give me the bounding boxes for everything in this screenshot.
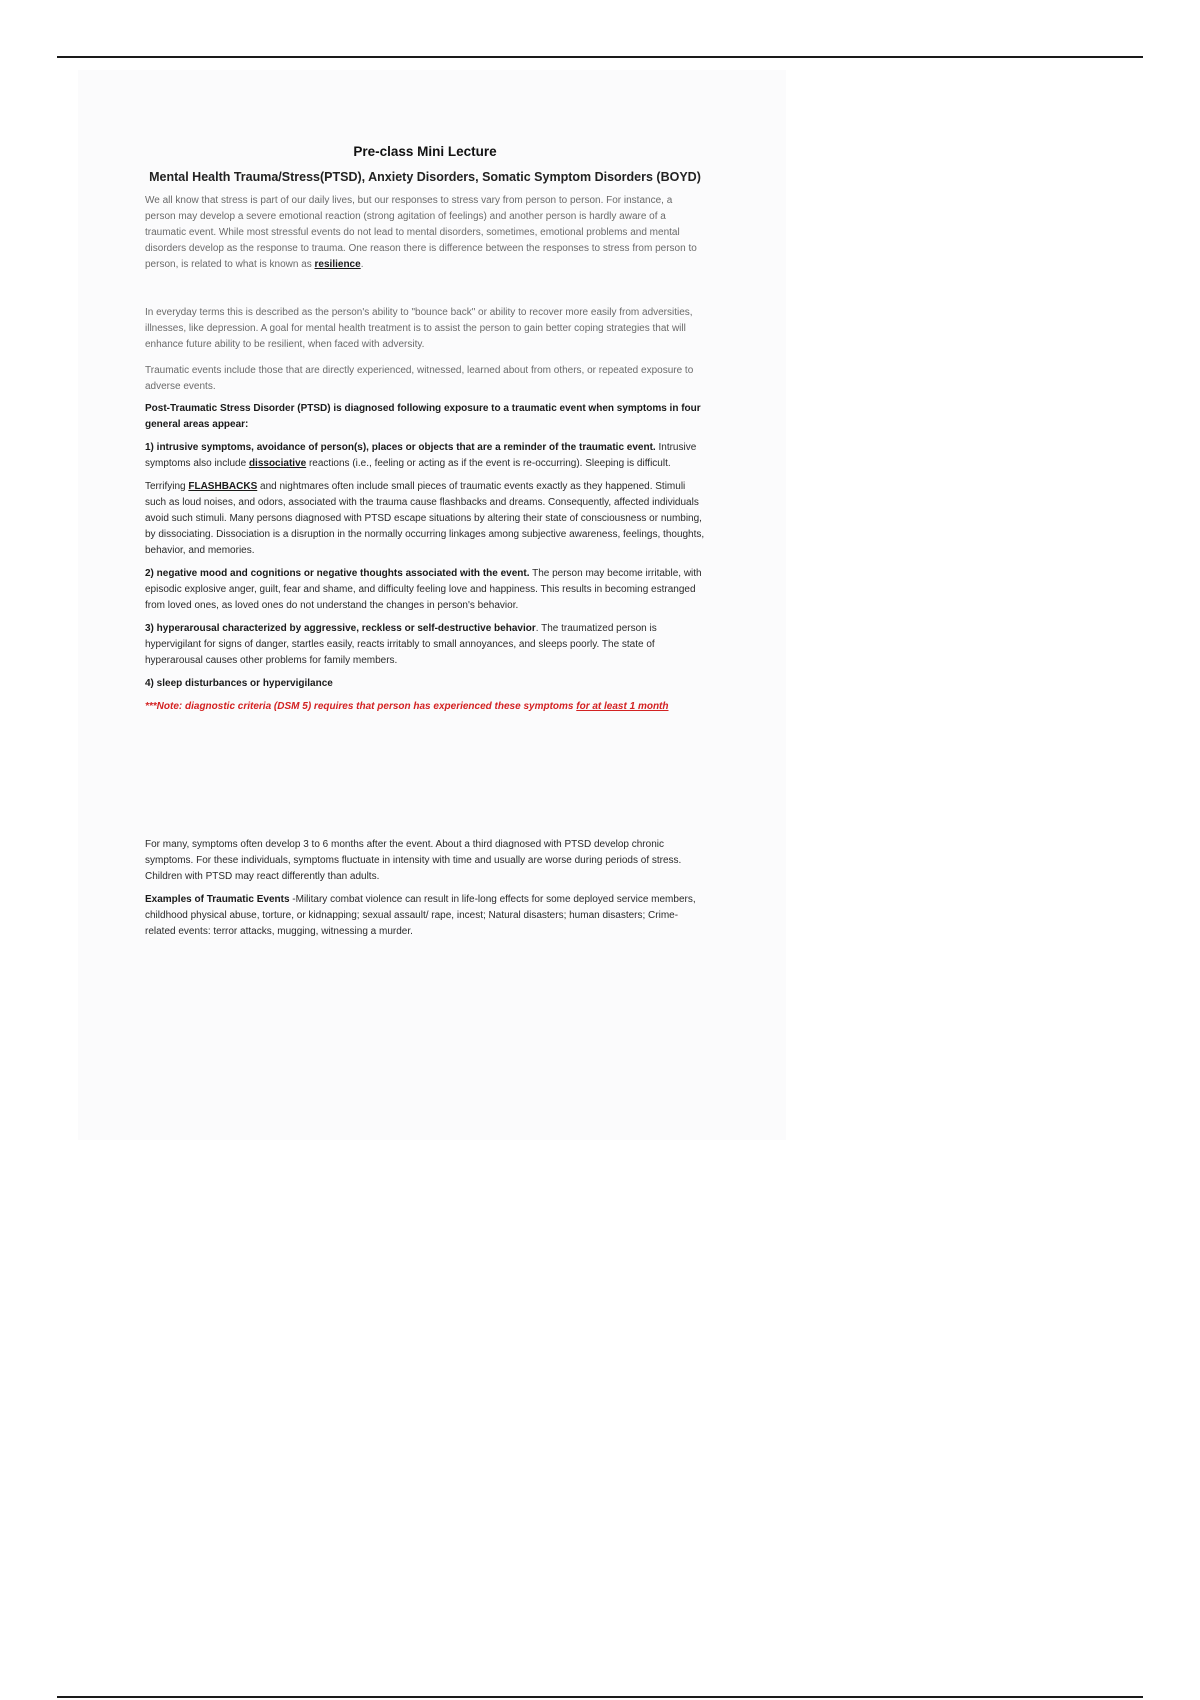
flashbacks-term: FLASHBACKS	[188, 481, 258, 492]
resilience-term: resilience	[314, 259, 361, 270]
symptom-1-text-a: Intrusive symptoms also include	[145, 442, 697, 469]
symptom-1	[145, 440, 705, 472]
symptom-3-heading: 3) hyperarousal characterized by aggressive, reckless or self-destructive behavior	[145, 623, 536, 634]
top-rule	[57, 56, 1143, 58]
document-title: Pre-class Mini Lecture	[353, 144, 497, 159]
paragraph-traumatic-events: Traumatic events include those that are directly experienced, witnessed, learned about from others, or repeated exposure to adverse events.	[145, 365, 694, 392]
dsm5-note-text: ***Note: diagnostic criteria (DSM 5) requires that person has experienced these symptoms	[145, 701, 577, 712]
bottom-rule	[57, 1696, 1143, 1698]
symptom-3	[145, 621, 705, 669]
symptom-3-text: . The traumatized person is hypervigilant for signs of danger, startles easily, reacts irritably to small annoyances, and sleeps poorly. The state of hyperarousal causes other problems for family members.	[145, 623, 657, 666]
dsm5-note-duration: for at least 1 month	[576, 701, 669, 712]
flashbacks-text-a: Terrifying	[145, 481, 189, 492]
paragraph-resilience-definition: In everyday terms this is described as the person's ability to "bounce back" or ability to recover more easily from adversities, illnesses, like depression. A goal for mental health treatment is to assist the person to gain better coping strategies that will enhance future ability to be resilient, when faced with adversity.	[145, 307, 693, 350]
paragraph-stress-end: .	[360, 259, 364, 270]
lecture-content	[145, 144, 705, 940]
flashbacks-paragraph	[145, 479, 705, 559]
document-subtitle: Mental Health Trauma/Stress(PTSD), Anxiety Disorders, Somatic Symptom Disorders (BOYD)	[149, 170, 701, 184]
examples-heading: Examples of Traumatic Events	[145, 894, 290, 905]
symptom-4: 4) sleep disturbances or hypervigilance	[145, 678, 333, 689]
symptom-2-heading: 2) negative mood and cognitions or negative thoughts associated with the event.	[145, 568, 530, 579]
examples-paragraph	[145, 892, 705, 940]
symptom-2-text: The person may become irritable, with episodic explosive anger, guilt, fear and shame, and difficulty feeling love and happiness. This results in becoming estranged from loved ones, as loved ones do not understand the changes in person's behavior.	[145, 568, 702, 611]
paragraph-stress-text: We all know that stress is part of our daily lives, but our responses to stress vary from person to person. For instance, a person may develop a severe emotional reaction (strong agitation of feelings) and another person is hardly aware of a traumatic event. While most stressful events do not lead to mental disorders, sometimes, emotional problems and mental disorders develop as the response to trauma. One reason there is difference between the responses to stress from person to person, is related to what is known as	[145, 195, 697, 270]
symptom-1-text-b: reactions (i.e., feeling or acting as if the event is re-occurring). Sleeping is difficult.	[306, 458, 671, 469]
symptom-1-heading: 1) intrusive symptoms, avoidance of person(s), places or objects that are a reminder of the traumatic event.	[145, 442, 656, 453]
symptom-2	[145, 566, 705, 614]
paragraph-stress-intro	[145, 193, 705, 273]
ptsd-intro: Post-Traumatic Stress Disorder (PTSD) is diagnosed following exposure to a traumatic event when symptoms in four general areas appear:	[145, 403, 701, 430]
flashbacks-text-b: and nightmares often include small pieces of traumatic events exactly as they happened. Stimuli such as loud noises, and odors, associated with the trauma cause flashbacks and dreams. Consequently, affected individuals avoid such stimuli. Many persons diagnosed with PTSD escape situations by altering their state of consciousness or numbing, by dissociating. Dissociation is a disruption in the normally occurring linkages among subjective awareness, feelings, thoughts, behavior, and memories.	[145, 481, 705, 556]
dsm5-note	[145, 699, 705, 715]
dissociative-term: dissociative	[248, 458, 307, 469]
chronic-symptoms-paragraph: For many, symptoms often develop 3 to 6 months after the event. About a third diagnosed with PTSD develop chronic symptoms. For these individuals, symptoms fluctuate in intensity with time and usually are worse during periods of stress. Children with PTSD may react differently than adults.	[145, 839, 682, 882]
examples-text: -Military combat violence can result in life-long effects for some deployed service members, childhood physical abuse, torture, or kidnapping; sexual assault/ rape, incest; Natural disasters; human disasters; Crime-related events: terror attacks, mugging, witnessing a murder.	[145, 894, 696, 937]
